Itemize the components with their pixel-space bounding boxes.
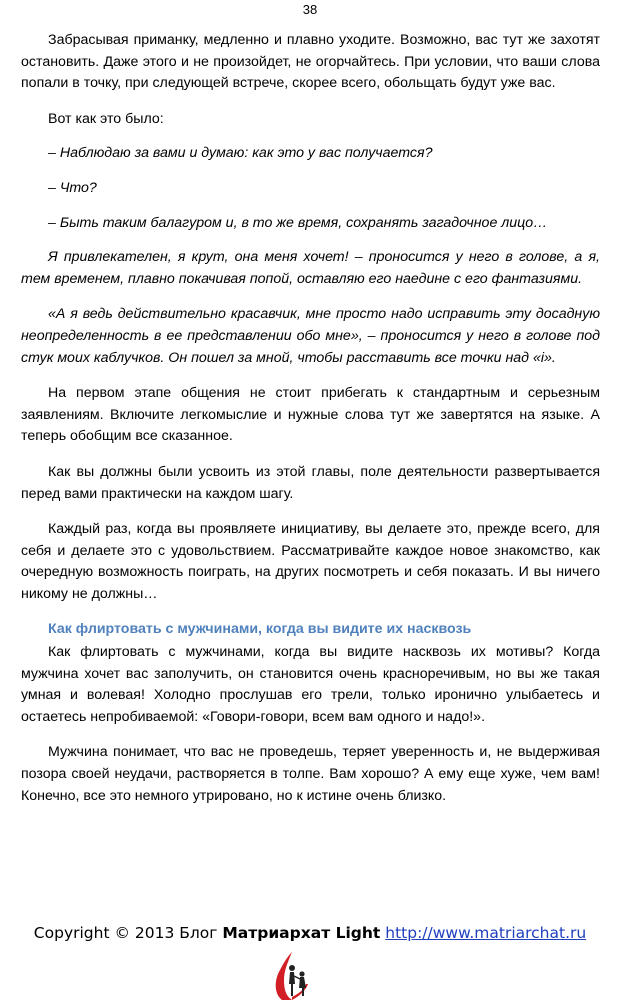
footer [0,924,620,942]
paragraph: На первом этапе общения не стоит прибегать к стандартным и серьезным заявлениям. Включите легкомыслие и нужные слова тут же завертятся на языке. А теперь обобщим все сказанное. [21,385,600,445]
page-number: 38 [302,2,318,17]
paragraph: Я привлекателен, я крут, она меня хочет! – проносится у него в голове, а я, тем временем, плавно покачивая попой, оставляю его наедине с его фантазиями. [21,249,600,287]
dialog-line: – Наблюдаю за вами и думаю: как это у вас получается? [48,145,433,162]
document-body [0,30,620,821]
dialog-line: – Быть таким балагуром и, в то же время, сохранять загадочное лицо… [48,214,548,231]
blog-logo-icon [270,950,316,1002]
section-heading: Как флиртовать с мужчинами, когда вы видите их насквозь [48,621,472,638]
site-link[interactable]: http://www.matriarchat.ru [385,924,587,942]
paragraph: Вот как это было: [48,110,164,127]
paragraph: Как флиртовать с мужчинами, когда вы видите насквозь их мотивы? Когда мужчина хочет вас заполучить, он становится очень красноречивым, но вы же такая умная и волевая! Холодно прослушав его трели, только иронично улыбаетесь и остаетесь непробиваемой: «Говори-говори, всем вам одного и надо!». [21,644,600,725]
paragraph: Как вы должны были усвоить из этой главы, поле деятельности развертывается перед вами практически на каждом шагу. [21,463,600,502]
dialog-line: – Что? [48,179,97,196]
copyright-text: Copyright © 2013 Блог [33,924,223,942]
paragraph: Мужчина понимает, что вас не проведешь, теряет уверенность и, не выдерживая позора своей неудачи, растворяется в толпе. Вам хорошо? А ему еще хуже, чем вам! Конечно, все это немного утрировано, но к истине очень близко. [21,744,600,804]
paragraph: «А я ведь действительно красавчик, мне просто надо исправить эту досадную неопределенность в ее представлении обо мне», – проносится у него в голове под стук моих каблучков. Он пошел за мной, чтобы расставить все точки над «i». [21,306,600,366]
paragraph: Каждый раз, когда вы проявляете инициативу, вы делаете это, прежде всего, для себя и делаете это с удовольствием. Рассматривайте каждое новое знакомство, как очередную возможность поиграть, на других посмотреть и себя показать. И вы ничего никому не должны… [21,521,600,602]
paragraph: Забрасывая приманку, медленно и плавно уходите. Возможно, вас тут же захотят остановить. Даже этого и не произойдет, не огорчайтесь. При условии, что ваши слова попали в точку, при следующей встрече, скорее всего, обольщать будут уже вас. [21,32,600,92]
blog-name: Матриархат Light [222,924,381,942]
